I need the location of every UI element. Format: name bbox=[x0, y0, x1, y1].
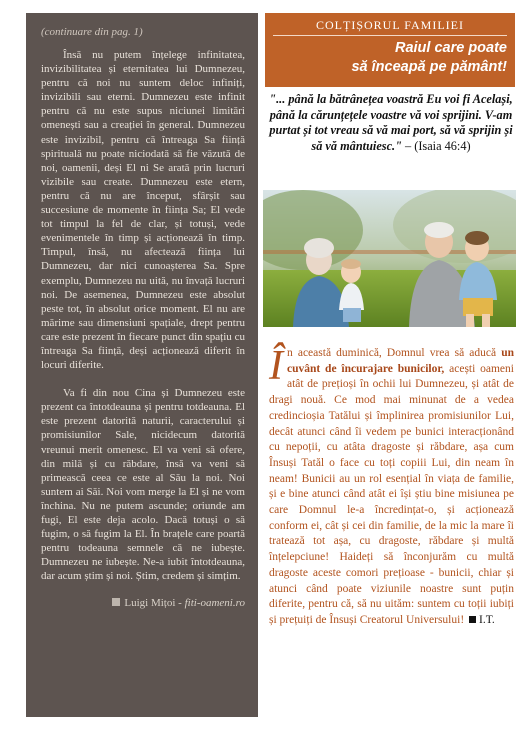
article-signature-block bbox=[467, 614, 495, 626]
grandparents-photo bbox=[263, 190, 516, 327]
section-title bbox=[273, 39, 507, 77]
author-credit bbox=[41, 597, 245, 610]
author-source: fiti-oameni.ro bbox=[184, 597, 245, 610]
article-body: acești oameni atât de prețioși în ochii lui Dumnezeu, și atât de dragi nouă. Ce mod mai minunat de a vedea credincioșia Tatălui și împlinirea promisiunilor Lui, decât atunci când îi vedem pe bunici interacționând cu nepoții, cu atâta dragoste și răbdare, așa cum Însuși Tatăl o face cu toți copiii Lui, din neam în neam! Bunicii au un rol esențial în viața de familie, și e bine atunci când atât ei își știu bine misiunea pe care Domnul le-a încredințat-o, și acționează conform ei, cât și cei din familie, de la mic la mare îi tratează tot așa, cu dragoste, răbdare și multă înțelepciune! Haideți să înconjurăm cu multă dragoste aceste comori prețioase - bunicii, chiar și atunci când poate viziunile noastre sunt puțin diferite, pentru că, să nu uităm: suntem cu toții iubiți și prețuiți de Însuși Creatorul Universului! bbox=[269, 362, 514, 626]
bible-quote bbox=[266, 92, 516, 154]
author-name: Luigi Mițoi bbox=[124, 597, 176, 610]
quote-text: "... până la bătrânețea voastră Eu voi fi Același, până la cărunțețele voastre vă voi sprijini. V-am purtat și tot vreau să vă mai port, să vă sprijin și să vă mântuiesc." bbox=[269, 92, 513, 153]
section-header bbox=[265, 13, 515, 87]
author-separator: - bbox=[175, 597, 185, 610]
article-intro: n această duminică, Domnul vrea să aducă bbox=[287, 347, 502, 359]
drop-cap: Î bbox=[269, 343, 283, 389]
left-paragraph-2: Va fi din nou Cina și Dumnezeu este prezent ca întotdeauna și pentru totdeauna. El este prezent datorită naturii, caracterului și promisiunilor Sale, nicidecum datorită vreunui merit omenesc. El va veni să ofere, din milă și cu răbdare, însă va veni să primească ceea ce este al Său la noi. Noi suntem ai Săi. Noi vom merge la El și ne vom închina. Nu ne putem ascunde; oriunde am fugi, El este deja acolo. Dacă totuși o să fugim, o să fugim la El. În brațele care poartă pentru todeauna semnele că ne iubește. Dumnezeu ne iubește. Ne-a iubit întotdeauna, dar acum știm și noi. Știm, credem și simțim. bbox=[41, 387, 245, 583]
left-paragraph-1: Însă nu putem înțelege infinitatea, invizibilitatea și eternitatea lui Dumnezeu, pentru că noi nu suntem deloc infiniți, invizibili sau eterni. Dumnezeu este infinit pentru că nu este supus niciunei limitări omenești sau a creației în general. Dumnezeu este invizibil, pentru că întreaga Sa ființă spirituală nu poate niciodată să fie văzută de noi, oamenii, deși El ni Se arată prin lucruri vizibile sau create. Dumnezeu este etern, pentru că nu are început, sfârșit sau succesiune de momente în ființa Sa; El vede tot timpul la fel de clar, și totuși, vede evenimentele în timp și acționează în timp. Timpul, însă, nu afectează ființa lui Dumnezeu, dar nici cunoașterea Sa. Spre exemplu, Dumnezeu nu uită, nu învață lucruri noi. De asemenea, Dumnezeu este absolut peste tot, în absolut orice moment. El nu are mărime sau dimensiuni spațiale, drept pentru care este prezent în fiecare punct din spațiu cu întreaga Sa ființă, deși acționează diferit în locuri diferite. bbox=[41, 49, 245, 372]
continuation-note: (continuare din pag. 1) bbox=[41, 26, 143, 38]
section-kicker: COLȚIȘORUL FAMILIEI bbox=[273, 18, 507, 36]
quote-reference: – (Isaia 46:4) bbox=[401, 138, 471, 153]
bullet-square-icon bbox=[112, 598, 120, 606]
main-article bbox=[269, 343, 514, 629]
title-line-1: Raiul care poate bbox=[394, 40, 507, 56]
left-column-article bbox=[26, 13, 258, 717]
article-signature: I.T. bbox=[479, 613, 495, 626]
end-square-icon bbox=[469, 616, 476, 623]
title-line-2: să înceapă pe pământ! bbox=[351, 59, 507, 75]
article-highlight: un cuvânt de încurajare bunicilor, bbox=[287, 347, 514, 375]
